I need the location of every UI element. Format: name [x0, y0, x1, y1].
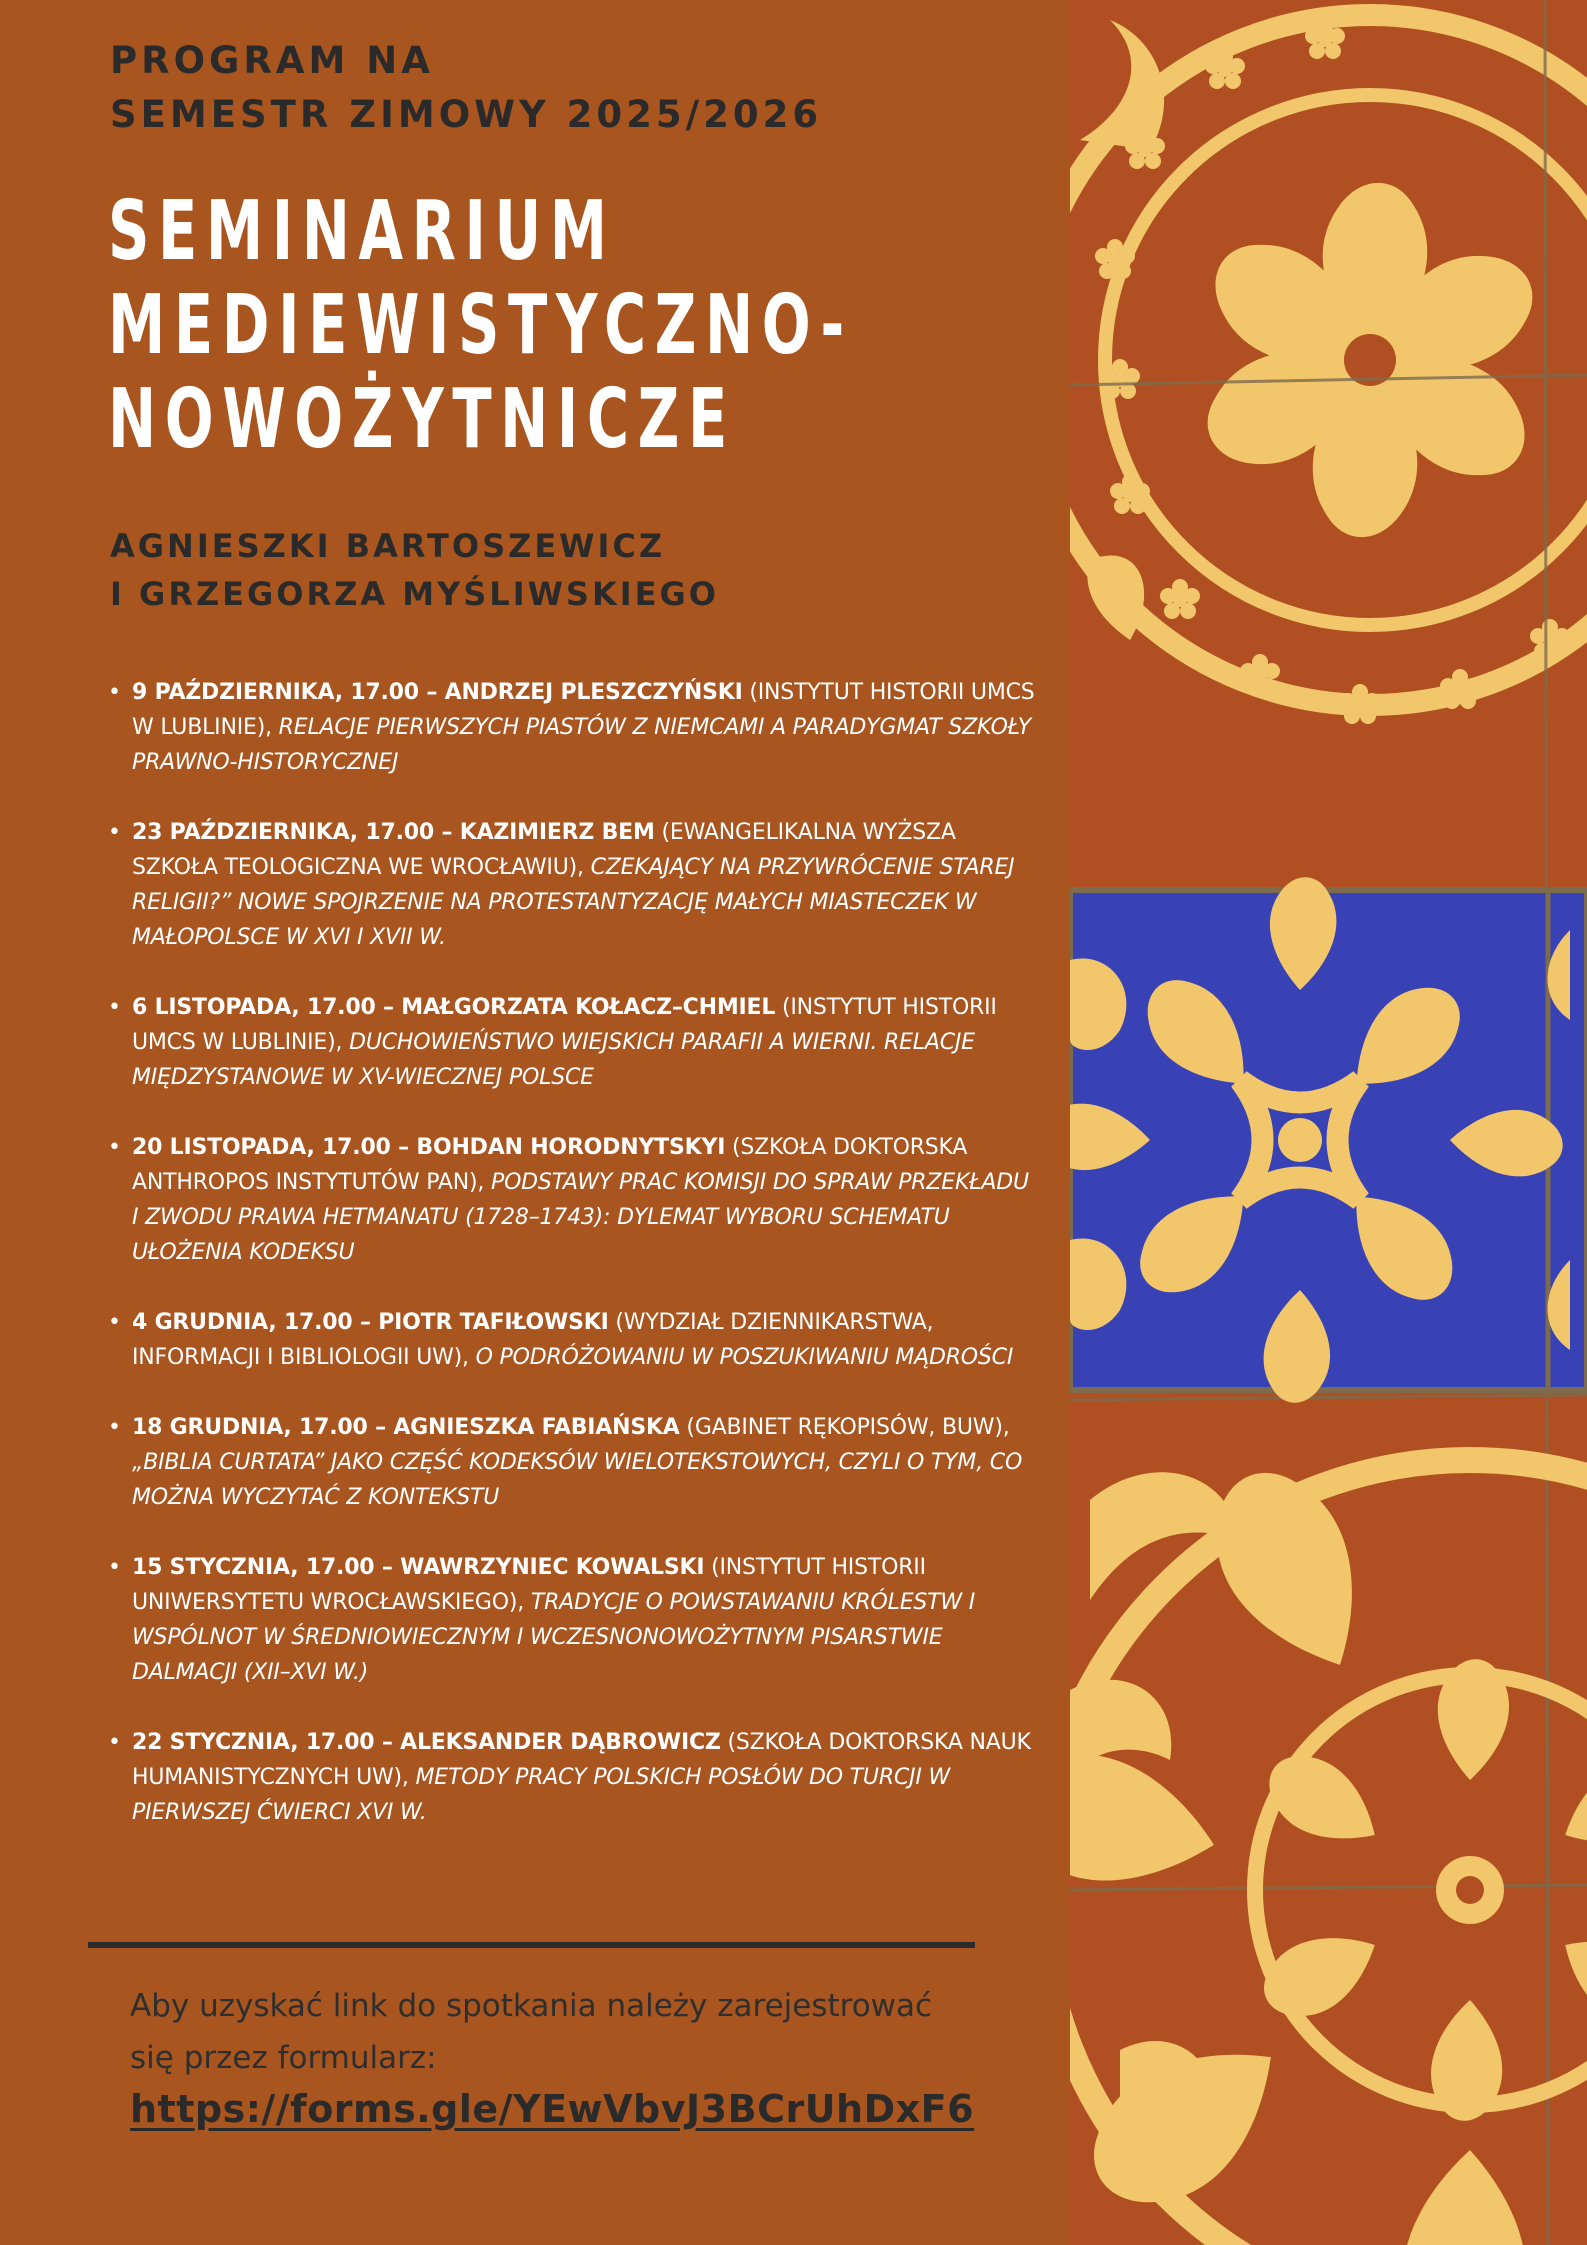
- event-topic: DUCHOWIEŃSTWO WIEJSKICH PARAFII A WIERNI. RELACJE MIĘDZYSTANOWE W XV-WIECZNEJ POLSCE: [132, 1030, 975, 1090]
- semester-subtitle: [110, 34, 822, 142]
- bullet-icon: •: [108, 1415, 121, 1440]
- subtitle-line-1: PROGRAM NA: [110, 39, 434, 82]
- list-item: [108, 1305, 1038, 1375]
- authors: [110, 522, 719, 618]
- list-item: [108, 1410, 1038, 1515]
- divider: [88, 1942, 975, 1948]
- event-topic: METODY PRACY POLSKICH POSŁÓW DO TURCJI W PIERWSZEJ ĆWIERCI XVI W.: [132, 1765, 950, 1825]
- event-date-speaker: 20 LISTOPADA, 17.00 – BOHDAN HORODNYTSKYI: [132, 1135, 726, 1160]
- event-topic: TRADYCJE O POWSTAWANIU KRÓLESTW I WSPÓLNOT W ŚREDNIOWIECZNYM I WCZESNONOWOŻYTNYM PISARSTWIE DALMACJI (XII–XVI W.): [132, 1590, 976, 1685]
- list-item: [108, 1725, 1038, 1830]
- bullet-icon: •: [108, 1135, 121, 1160]
- event-list: [108, 675, 1038, 1865]
- event-topic: O PODRÓŻOWANIU W POSZUKIWANIU MĄDROŚCI: [475, 1345, 1014, 1370]
- page-title: [108, 185, 853, 467]
- event-date-speaker: 15 STYCZNIA, 17.00 – WAWRZYNIEC KOWALSKI: [132, 1555, 705, 1580]
- title-line-1: SEMINARIUM: [108, 184, 616, 279]
- event-institution: (INSTYTUT HISTORII UMCS W LUBLINIE),: [132, 995, 997, 1055]
- authors-line-1: AGNIESZKI BARTOSZEWICZ: [110, 527, 666, 565]
- registration-text: [130, 1980, 990, 2084]
- bullet-icon: •: [108, 820, 121, 845]
- event-institution: (SZKOŁA DOKTORSKA ANTHROPOS INSTYTUTÓW PAN),: [132, 1135, 968, 1195]
- list-item: [108, 990, 1038, 1095]
- tile-pattern-icon: [1070, 0, 1587, 2245]
- event-institution: (SZKOŁA DOKTORSKA NAUK HUMANISTYCZNYCH UW),: [132, 1730, 1031, 1790]
- bullet-icon: •: [108, 680, 121, 705]
- bullet-icon: •: [108, 995, 121, 1020]
- event-institution: (INSTYTUT HISTORII UNIWERSYTETU WROCŁAWSKIEGO),: [132, 1555, 926, 1615]
- event-institution: (INSTYTUT HISTORII UMCS W LUBLINIE),: [132, 680, 1035, 740]
- list-item: [108, 815, 1038, 955]
- list-item: [108, 675, 1038, 780]
- title-line-2: MEDIEWISTYCZNO-: [108, 278, 853, 373]
- registration-line-1: Aby uzyskać link do spotkania należy zarejestrować: [130, 1988, 933, 2024]
- event-date-speaker: 9 PAŹDZIERNIKA, 17.00 – ANDRZEJ PLESZCZYŃSKI: [132, 680, 743, 705]
- bullet-icon: •: [108, 1730, 121, 1755]
- event-topic: RELACJE PIERWSZYCH PIASTÓW Z NIEMCAMI A PARADYGMAT SZKOŁY PRAWNO-HISTORYCZNEJ: [132, 715, 1031, 775]
- event-date-speaker: 23 PAŹDZIERNIKA, 17.00 – KAZIMIERZ BEM: [132, 820, 655, 845]
- event-topic: PODSTAWY PRAC KOMISJI DO SPRAW PRZEKŁADU I ZWODU PRAWA HETMANATU (1728–1743): DYLEMAT WYBORU SCHEMATU UŁOŻENIA KODEKSU: [132, 1170, 1029, 1265]
- event-date-speaker: 6 LISTOPADA, 17.00 – MAŁGORZATA KOŁACZ–CHMIEL: [132, 995, 776, 1020]
- event-date-speaker: 18 GRUDNIA, 17.00 – AGNIESZKA FABIAŃSKA: [132, 1415, 680, 1440]
- event-topic: CZEKAJĄCY NA PRZYWRÓCENIE STAREJ RELIGII?” NOWE SPOJRZENIE NA PROTESTANTYZACJĘ MAŁYCH MIASTECZEK W MAŁOPOLSCE W XVI I XVII W.: [132, 855, 1015, 950]
- event-institution: (EWANGELIKALNA WYŻSZA SZKOŁA TEOLOGICZNA WE WROCŁAWIU),: [132, 820, 956, 880]
- authors-line-2: I GRZEGORZA MYŚLIWSKIEGO: [110, 575, 719, 613]
- decorative-tile-image: [1070, 0, 1587, 2245]
- event-date-speaker: 22 STYCZNIA, 17.00 – ALEKSANDER DĄBROWICZ: [132, 1730, 721, 1755]
- event-topic: „BIBLIA CURTATA” JAKO CZĘŚĆ KODEKSÓW WIELOTEKSTOWYCH, CZYLI O TYM, CO MOŻNA WYCZYTAĆ Z KONTEKSTU: [132, 1450, 1023, 1510]
- subtitle-line-2: SEMESTR ZIMOWY 2025/2026: [110, 93, 823, 136]
- event-institution: (WYDZIAŁ DZIENNIKARSTWA, INFORMACJI I BIBLIOLOGII UW),: [132, 1310, 934, 1370]
- bullet-icon: •: [108, 1555, 121, 1580]
- registration-link[interactable]: https://forms.gle/YEwVbvJ3BCrUhDxF6: [130, 2087, 975, 2131]
- list-item: [108, 1130, 1038, 1270]
- registration-line-2: się przez formularz:: [130, 2040, 437, 2076]
- list-item: [108, 1550, 1038, 1690]
- bullet-icon: •: [108, 1310, 121, 1335]
- event-date-speaker: 4 GRUDNIA, 17.00 – PIOTR TAFIŁOWSKI: [132, 1310, 609, 1335]
- title-line-3: NOWOŻYTNICZE: [108, 372, 736, 467]
- event-institution: (GABINET RĘKOPISÓW, BUW),: [679, 1415, 1010, 1440]
